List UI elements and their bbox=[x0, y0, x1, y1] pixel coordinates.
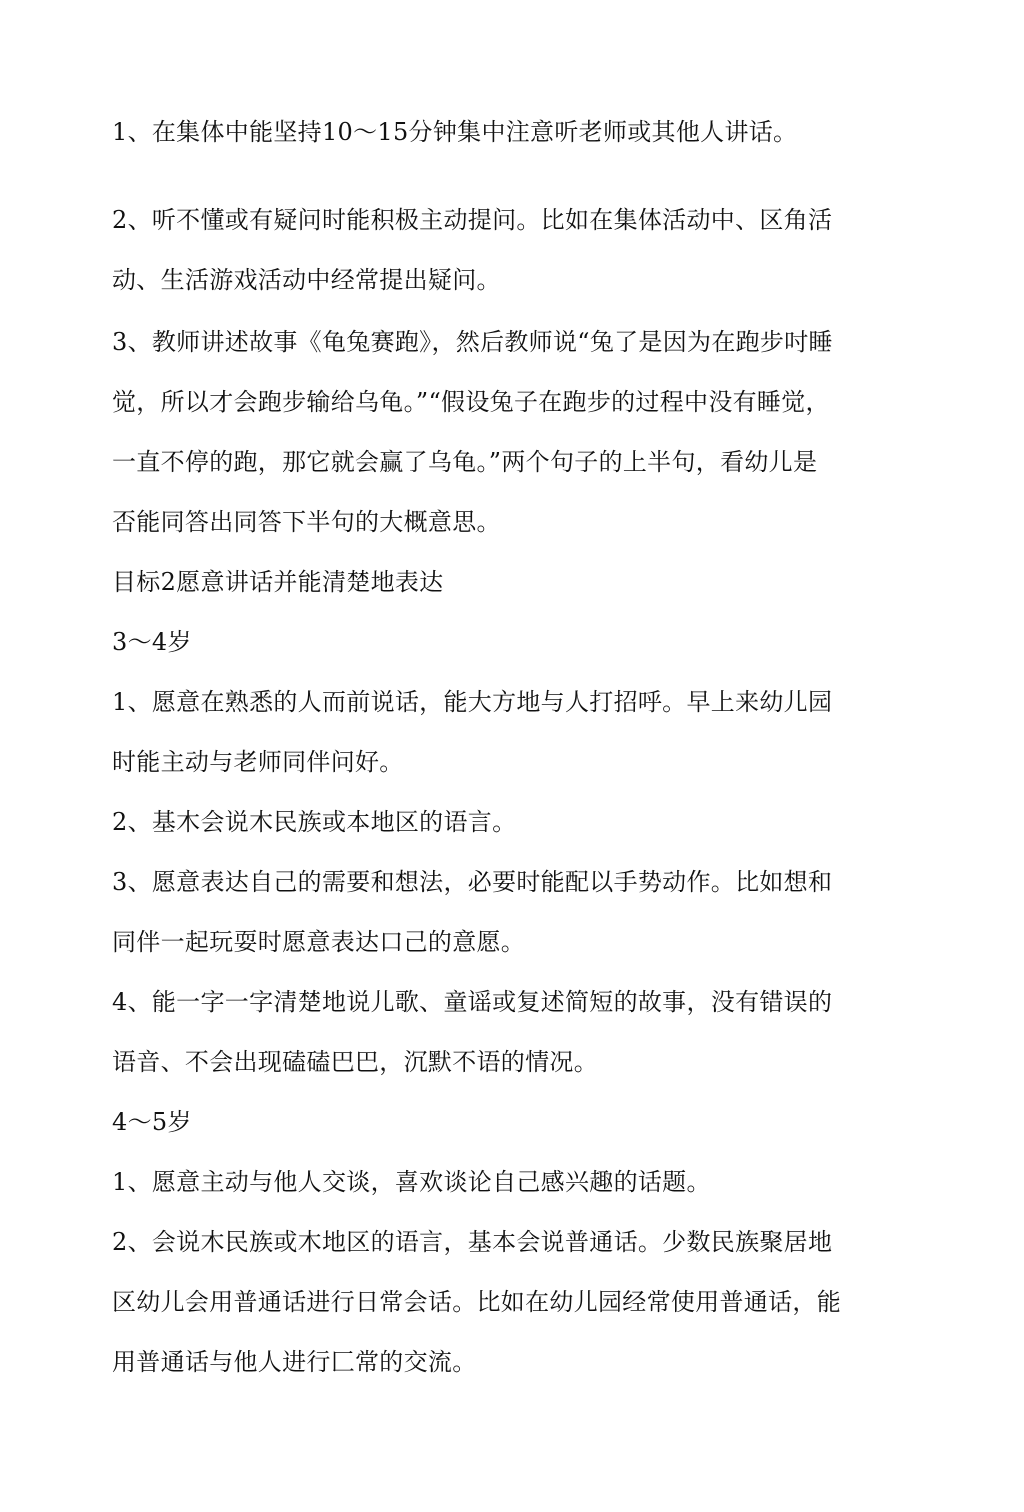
text-line: 语音、不会出现磕磕巴巴，沉默不语的情况。 bbox=[112, 1048, 598, 1076]
text-line: 否能同答出同答下半句的大概意思。 bbox=[112, 508, 501, 536]
text-line: 区幼儿会用普通话进行日常会话。比如在幼儿园经常使用普通话，能 bbox=[112, 1288, 841, 1316]
age-group-heading: 4～5岁 bbox=[112, 1108, 192, 1136]
text-line: 一直不停的跑，那它就会赢了乌龟。”两个句子的上半句，看幼儿是 bbox=[112, 448, 818, 476]
section-heading: 目标2愿意讲话并能清楚地表达 bbox=[112, 568, 444, 596]
text-line: 3、愿意表达自己的需要和想法，必要时能配以手势动作。比如想和 bbox=[112, 868, 833, 896]
text-line: 1、在集体中能坚持10～15分钟集中注意听老师或其他人讲话。 bbox=[112, 118, 798, 146]
text-line: 3、教师讲述故事《龟兔赛跑》，然后教师说“兔了是因为在跑步吋睡 bbox=[112, 328, 833, 356]
text-line: 用普通话与他人进行匚常的交流。 bbox=[112, 1348, 477, 1376]
text-line: 觉，所以才会跑步输给乌龟。”“假设兔子在跑步的过程中没有睡觉， bbox=[112, 388, 830, 416]
text-line: 2、听不懂或有疑问时能积极主动提问。比如在集体活动中、区角活 bbox=[112, 206, 833, 234]
text-line: 动、生活游戏活动中经常提出疑问。 bbox=[112, 266, 501, 294]
text-line: 1、愿意主动与他人交谈，喜欢谈论自己感兴趣的话题。 bbox=[112, 1168, 711, 1196]
age-group-heading: 3～4岁 bbox=[112, 628, 192, 656]
text-line: 2、基木会说木民族或本地区的语言。 bbox=[112, 808, 517, 836]
text-line: 4、能一字一字清楚地说儿歌、童谣或复述简短的故事，没有错误的 bbox=[112, 988, 833, 1016]
text-line: 同伴一起玩耍时愿意表达口己的意愿。 bbox=[112, 928, 526, 956]
text-line: 时能主动与老师同伴问好。 bbox=[112, 748, 404, 776]
text-line: 1、愿意在熟悉的人而前说话，能大方地与人打招呼。早上来幼儿园 bbox=[112, 688, 833, 716]
text-line: 2、会说木民族或木地区的语言，基本会说普通话。少数民族聚居地 bbox=[112, 1228, 833, 1256]
